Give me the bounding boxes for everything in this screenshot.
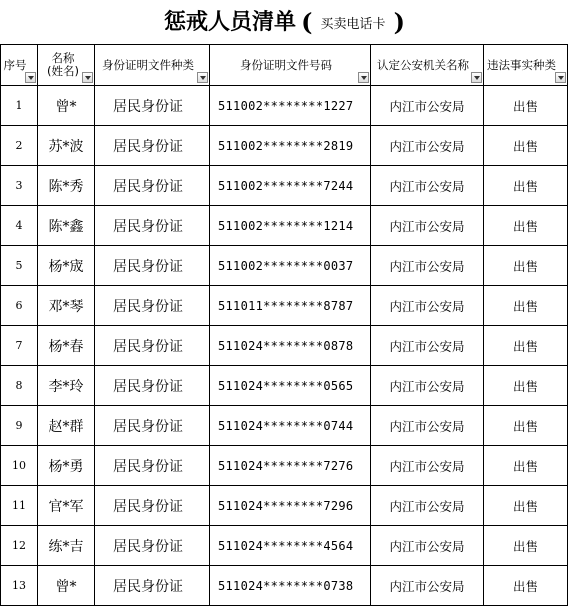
table-row [1,86,568,126]
filter-dropdown-icon[interactable] [358,72,369,83]
cell-name: 杨*宬 [38,246,95,286]
cell-id-type: 居民身份证 [95,326,210,366]
cell-id-number: 511002********1227 [210,86,371,126]
cell-id-number: 511024********0744 [210,406,371,446]
filter-dropdown-icon[interactable] [471,72,482,83]
filter-dropdown-icon[interactable] [25,72,36,83]
title-main: 惩戒人员清单 [163,9,296,35]
cell-seq: 2 [1,126,38,166]
cell-id-type: 居民身份证 [95,526,210,566]
table-row [1,206,568,246]
table-row [1,286,568,326]
cell-name: 李*玲 [38,366,95,406]
header-authority [371,45,484,86]
cell-id-number: 511002********7244 [210,166,371,206]
cell-id-type: 居民身份证 [95,446,210,486]
cell-violation: 出售 [484,446,568,486]
header-name-label [47,52,85,78]
cell-violation: 出售 [484,286,568,326]
cell-violation: 出售 [484,366,568,406]
cell-seq: 6 [1,286,38,326]
cell-name: 曾* [38,86,95,126]
cell-seq: 10 [1,446,38,486]
cell-authority: 内江市公安局 [371,406,484,446]
cell-authority: 内江市公安局 [371,446,484,486]
cell-authority: 内江市公安局 [371,526,484,566]
cell-violation: 出售 [484,526,568,566]
cell-authority: 内江市公安局 [371,86,484,126]
cell-seq: 9 [1,406,38,446]
cell-violation: 出售 [484,246,568,286]
cell-violation: 出售 [484,166,568,206]
cell-id-number: 511011********8787 [210,286,371,326]
cell-seq: 12 [1,526,38,566]
table-row [1,406,568,446]
cell-id-type: 居民身份证 [95,486,210,526]
document-title [0,0,569,44]
cell-authority: 内江市公安局 [371,566,484,606]
cell-name: 陈*秀 [38,166,95,206]
header-name-line1: 名称 [51,51,75,65]
cell-id-number: 511002********0037 [210,246,371,286]
cell-id-type: 居民身份证 [95,166,210,206]
cell-id-number: 511024********0738 [210,566,371,606]
cell-violation: 出售 [484,566,568,606]
header-authority-label: 认定公安机关名称 [377,58,469,72]
cell-authority: 内江市公安局 [371,326,484,366]
cell-violation: 出售 [484,86,568,126]
cell-id-number: 511024********0565 [210,366,371,406]
title-subtitle: 买卖电话卡 [320,16,386,32]
table-row [1,326,568,366]
cell-violation: 出售 [484,486,568,526]
table-row [1,526,568,566]
cell-name: 官*军 [38,486,95,526]
header-id-type [95,45,210,86]
filter-dropdown-icon[interactable] [197,72,208,83]
cell-id-number: 511024********7296 [210,486,371,526]
table-row [1,166,568,206]
title-paren-close: ) [393,7,406,37]
header-id-number [210,45,371,86]
table-row [1,126,568,166]
cell-violation: 出售 [484,406,568,446]
header-seq [1,45,38,86]
header-violation [484,45,568,86]
cell-authority: 内江市公安局 [371,166,484,206]
cell-seq: 8 [1,366,38,406]
cell-authority: 内江市公安局 [371,246,484,286]
cell-authority: 内江市公安局 [371,206,484,246]
cell-seq: 1 [1,86,38,126]
cell-name: 杨*勇 [38,446,95,486]
cell-name: 陈*鑫 [38,206,95,246]
cell-id-type: 居民身份证 [95,246,210,286]
cell-id-type: 居民身份证 [95,566,210,606]
header-name [38,45,95,86]
header-id-number-label: 身份证明文件号码 [240,58,332,72]
cell-id-number: 511024********0878 [210,326,371,366]
header-violation-label: 违法事实种类 [487,58,556,72]
cell-authority: 内江市公安局 [371,486,484,526]
cell-id-type: 居民身份证 [95,286,210,326]
cell-seq: 4 [1,206,38,246]
table-row [1,566,568,606]
header-seq-label: 序号 [3,58,27,72]
cell-authority: 内江市公安局 [371,126,484,166]
cell-id-type: 居民身份证 [95,366,210,406]
cell-name: 赵*群 [38,406,95,446]
filter-dropdown-icon[interactable] [82,72,93,83]
cell-id-number: 511002********2819 [210,126,371,166]
filter-dropdown-icon[interactable] [555,72,566,83]
header-id-type-label: 身份证明文件种类 [102,58,194,72]
cell-id-number: 511002********1214 [210,206,371,246]
table-row [1,446,568,486]
header-name-line2: (姓名) [47,64,79,78]
table-header-row [1,45,568,86]
cell-id-type: 居民身份证 [95,86,210,126]
cell-violation: 出售 [484,206,568,246]
cell-name: 邓*琴 [38,286,95,326]
cell-seq: 3 [1,166,38,206]
cell-id-number: 511024********7276 [210,446,371,486]
cell-name: 杨*春 [38,326,95,366]
cell-seq: 13 [1,566,38,606]
title-paren-open: ( [301,7,313,37]
cell-id-type: 居民身份证 [95,206,210,246]
table-row [1,366,568,406]
cell-seq: 5 [1,246,38,286]
cell-authority: 内江市公安局 [371,286,484,326]
cell-name: 苏*波 [38,126,95,166]
cell-seq: 11 [1,486,38,526]
table-row [1,486,568,526]
punishment-list-table [0,44,568,606]
cell-seq: 7 [1,326,38,366]
cell-violation: 出售 [484,126,568,166]
cell-id-type: 居民身份证 [95,406,210,446]
cell-name: 练*吉 [38,526,95,566]
cell-name: 曾* [38,566,95,606]
cell-authority: 内江市公安局 [371,366,484,406]
cell-id-number: 511024********4564 [210,526,371,566]
cell-violation: 出售 [484,326,568,366]
cell-id-type: 居民身份证 [95,126,210,166]
table-row [1,246,568,286]
